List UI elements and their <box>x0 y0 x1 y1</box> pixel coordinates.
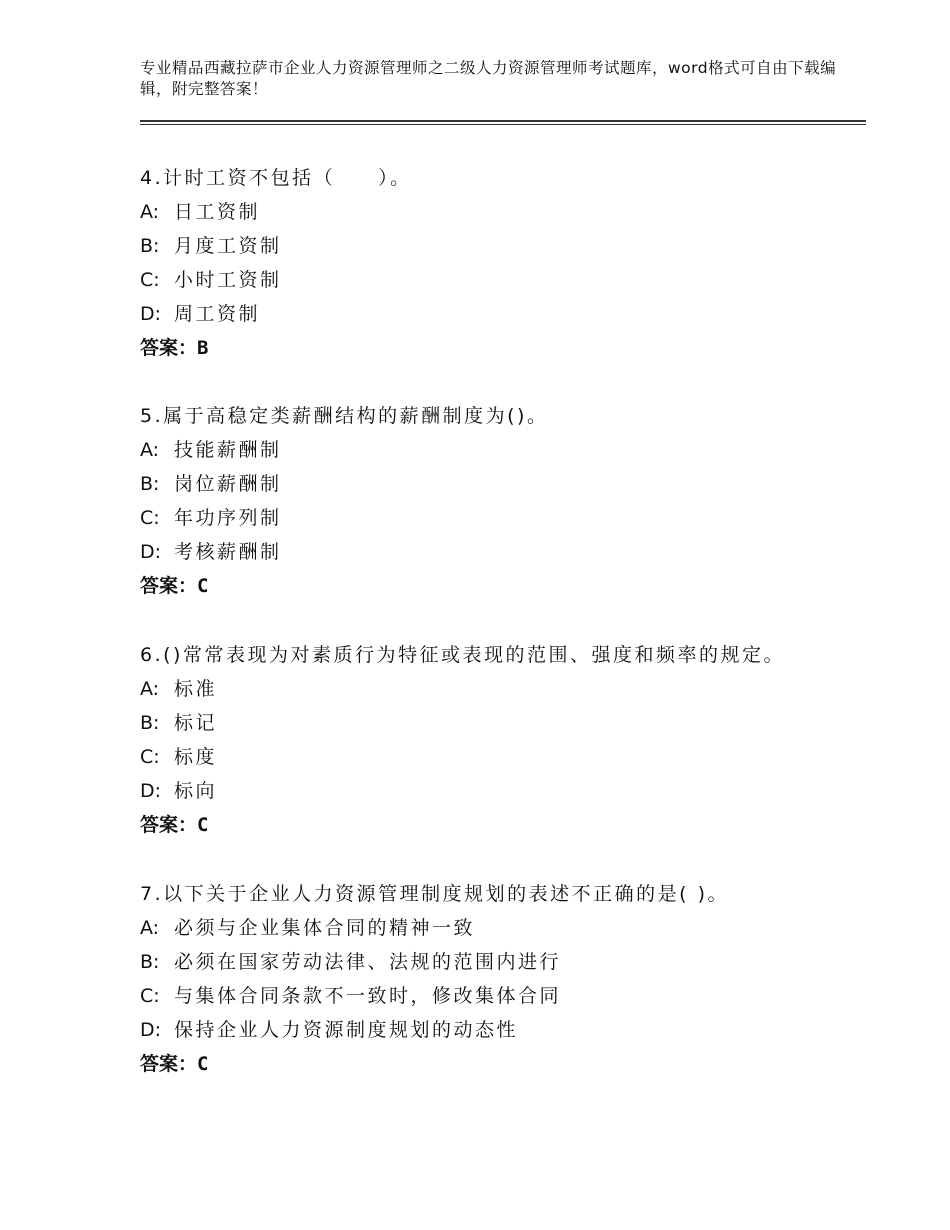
option-text: 年功序列制 <box>174 507 282 529</box>
option-text: 标记 <box>174 712 218 734</box>
option-a <box>140 672 860 706</box>
option-text: 日工资制 <box>174 201 261 223</box>
header-divider-thin <box>140 124 866 125</box>
answer-label: 答案： <box>140 814 198 836</box>
option-text: 技能薪酬制 <box>174 439 282 461</box>
option-text: 标度 <box>174 746 218 768</box>
answer-value: C <box>197 1053 209 1075</box>
option-letter: B: <box>140 235 160 257</box>
question-4 <box>140 161 860 365</box>
option-letter: A: <box>140 917 160 939</box>
answer-value: C <box>197 814 209 836</box>
option-letter: D: <box>140 1019 162 1041</box>
answer-label: 答案： <box>140 575 198 597</box>
option-d <box>140 297 860 331</box>
answer-label: 答案： <box>140 337 198 359</box>
option-letter: B: <box>140 951 160 973</box>
option-letter: B: <box>140 712 160 734</box>
option-letter: C: <box>140 985 160 1007</box>
option-c <box>140 501 860 535</box>
option-text: 必须在国家劳动法律、法规的范围内进行 <box>174 951 562 973</box>
option-letter: D: <box>140 780 162 802</box>
option-b <box>140 945 860 979</box>
option-text: 标向 <box>174 780 218 802</box>
answer-line <box>140 569 860 603</box>
option-text: 标准 <box>174 678 218 700</box>
option-letter: C: <box>140 269 160 291</box>
header-divider-thick <box>140 120 866 122</box>
option-letter: C: <box>140 507 160 529</box>
option-text: 月度工资制 <box>174 235 282 257</box>
answer-value: B <box>197 337 209 359</box>
answer-line <box>140 331 860 365</box>
option-letter: C: <box>140 746 160 768</box>
question-7 <box>140 877 860 1081</box>
option-letter: A: <box>140 201 160 223</box>
option-letter: B: <box>140 473 160 495</box>
option-text: 岗位薪酬制 <box>174 473 282 495</box>
option-b <box>140 706 860 740</box>
option-text: 考核薪酬制 <box>174 541 282 563</box>
option-letter: A: <box>140 678 160 700</box>
option-text: 小时工资制 <box>174 269 282 291</box>
option-b <box>140 229 860 263</box>
option-d <box>140 1013 860 1047</box>
answer-line <box>140 808 860 842</box>
question-stem: 7.以下关于企业人力资源管理制度规划的表述不正确的是( )。 <box>140 883 729 905</box>
option-text: 必须与企业集体合同的精神一致 <box>174 917 476 939</box>
document-header: 专业精品西藏拉萨市企业人力资源管理师之二级人力资源管理师考试题库，word格式可自由下载编辑，附完整答案！ <box>140 59 837 98</box>
option-text: 与集体合同条款不一致时，修改集体合同 <box>174 985 562 1007</box>
option-c <box>140 979 860 1013</box>
option-letter: A: <box>140 439 160 461</box>
question-stem: 4.计时工资不包括（ ）。 <box>140 167 412 189</box>
question-stem: 5.属于高稳定类薪酬结构的薪酬制度为()。 <box>140 405 549 427</box>
question-6 <box>140 638 860 842</box>
option-d <box>140 774 860 808</box>
option-c <box>140 740 860 774</box>
option-text: 周工资制 <box>174 303 261 325</box>
answer-value: C <box>197 575 209 597</box>
option-text: 保持企业人力资源制度规划的动态性 <box>174 1019 519 1041</box>
answer-line <box>140 1047 860 1081</box>
question-5 <box>140 399 860 603</box>
option-letter: D: <box>140 541 162 563</box>
option-a <box>140 433 860 467</box>
option-c <box>140 263 860 297</box>
option-letter: D: <box>140 303 162 325</box>
option-a <box>140 911 860 945</box>
option-b <box>140 467 860 501</box>
question-stem: 6.()常常表现为对素质行为特征或表现的范围、强度和频率的规定。 <box>140 644 785 666</box>
option-a <box>140 195 860 229</box>
answer-label: 答案： <box>140 1053 198 1075</box>
option-d <box>140 535 860 569</box>
